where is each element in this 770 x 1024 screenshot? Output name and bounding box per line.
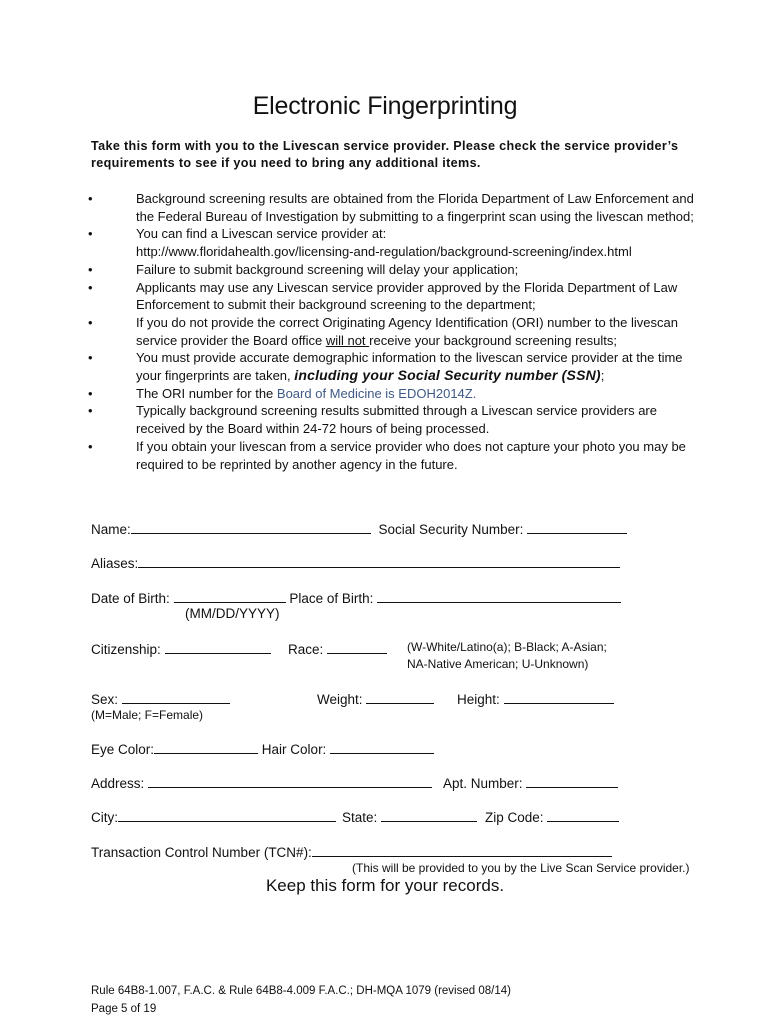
citizenship-label: Citizenship:: [91, 642, 161, 657]
weight-field[interactable]: [366, 690, 434, 704]
intro-instructions: Take this form with you to the Livescan service provider. Please check the service provider’s requirements to see if you need to bring any additional items.: [91, 139, 679, 170]
city-row: [91, 808, 336, 825]
list-item: • You must provide accurate demographic information to the livescan service provider at the time your fingerprints are taken, including your Social Security number (SSN);: [0, 349, 696, 384]
page-footer: [91, 982, 511, 1018]
pob-field[interactable]: [377, 589, 621, 603]
tcn-row: [91, 843, 612, 860]
aliases-field[interactable]: [138, 554, 620, 568]
citizenship-field[interactable]: [165, 640, 271, 654]
sex-label: Sex:: [91, 692, 119, 707]
race-hint-line2: NA-Native American; U-Unknown): [407, 657, 589, 671]
sex-row: [91, 690, 230, 707]
list-item: • If you do not provide the correct Originating Agency Identification (ORI) number to the livescan service provider the Board office will not receive your background screening results;: [0, 314, 696, 349]
rule-reference: Rule 64B8-1.007, F.A.C. & Rule 64B8-4.009 F.A.C.; DH-MQA 1079 (revised 08/14): [91, 985, 511, 997]
state-field[interactable]: [381, 808, 477, 822]
sex-hint: (M=Male; F=Female): [91, 708, 204, 722]
name-row: [91, 520, 627, 537]
address-field[interactable]: [148, 774, 432, 788]
city-label: City:: [91, 810, 118, 825]
list-item: • Applicants may use any Livescan service provider approved by the Florida Department of Law Enforcement to submit their background screening to the department;: [0, 279, 696, 314]
race-hint-line1: (W-White/Latino(a); B-Black; A-Asian;: [407, 640, 607, 654]
race-row: [288, 640, 387, 657]
apt-number-field[interactable]: [526, 774, 618, 788]
height-row: [457, 690, 614, 707]
will-not-underline: will not: [325, 332, 370, 348]
page-number: Page 5 of 19: [91, 1003, 157, 1015]
requirements-list: [0, 190, 770, 473]
eye-color-label: Eye Color:: [91, 742, 155, 757]
race-field[interactable]: [327, 640, 387, 654]
address-label: Address:: [91, 776, 145, 791]
height-label: Height:: [457, 692, 500, 707]
citizenship-row: [91, 640, 271, 657]
apt-row: [443, 774, 618, 791]
list-item: • You can find a Livescan service provider at: http://www.floridahealth.gov/licensing-and-regulation/background-screening/index.html: [0, 225, 696, 260]
name-label: Name:: [91, 522, 131, 537]
city-field[interactable]: [118, 808, 336, 822]
ssn-emphasis: including your Social Security number (SSN): [294, 367, 601, 384]
address-row: [91, 774, 432, 791]
dob-format-hint: (MM/DD/YYYY): [185, 606, 280, 621]
dob-label: Date of Birth:: [91, 591, 170, 606]
eye-hair-row: [91, 740, 434, 757]
birth-row: [91, 589, 621, 606]
ori-number: Board of Medicine is EDOH2014Z.: [276, 385, 477, 401]
keep-form-note: Keep this form for your records.: [265, 876, 505, 895]
hair-color-field[interactable]: [330, 740, 434, 754]
tcn-label: Transaction Control Number (TCN#):: [91, 845, 312, 860]
tcn-hint: (This will be provided to you by the Live Scan Service provider.): [352, 861, 690, 875]
provider-url: http://www.floridahealth.gov/licensing-and-regulation/background-screening/index.html: [136, 244, 632, 260]
tcn-field[interactable]: [312, 843, 612, 857]
pob-label: Place of Birth:: [289, 591, 374, 606]
ssn-label: Social Security Number:: [378, 522, 524, 537]
page-title: Electronic Fingerprinting: [252, 92, 518, 120]
aliases-label: Aliases:: [91, 556, 139, 571]
zip-row: [485, 808, 619, 825]
weight-row: [317, 690, 434, 707]
list-item: • The ORI number for the Board of Medicine is EDOH2014Z.: [0, 385, 696, 403]
zip-code-label: Zip Code:: [485, 810, 544, 825]
weight-label: Weight:: [317, 692, 363, 707]
sex-field[interactable]: [122, 690, 230, 704]
list-item: • Failure to submit background screening will delay your application;: [0, 261, 696, 279]
apt-number-label: Apt. Number:: [443, 776, 523, 791]
height-field[interactable]: [504, 690, 614, 704]
state-label: State:: [342, 810, 378, 825]
list-item: • If you obtain your livescan from a service provider who does not capture your photo you may be required to be reprinted by another agency in the future.: [0, 438, 696, 473]
state-row: [342, 808, 477, 825]
list-item: • Typically background screening results submitted through a Livescan service providers are received by the Board within 24-72 hours of being processed.: [0, 402, 696, 437]
aliases-row: [91, 554, 620, 571]
dob-field[interactable]: [174, 589, 286, 603]
zip-code-field[interactable]: [547, 808, 619, 822]
ssn-field[interactable]: [527, 520, 627, 534]
hair-color-label: Hair Color:: [261, 742, 327, 757]
list-item: • Background screening results are obtained from the Florida Department of Law Enforcement and the Federal Bureau of Investigation by submitting to a fingerprint scan using the livescan method;: [0, 190, 696, 225]
name-field[interactable]: [131, 520, 371, 534]
race-label: Race:: [288, 642, 324, 657]
eye-color-field[interactable]: [154, 740, 258, 754]
